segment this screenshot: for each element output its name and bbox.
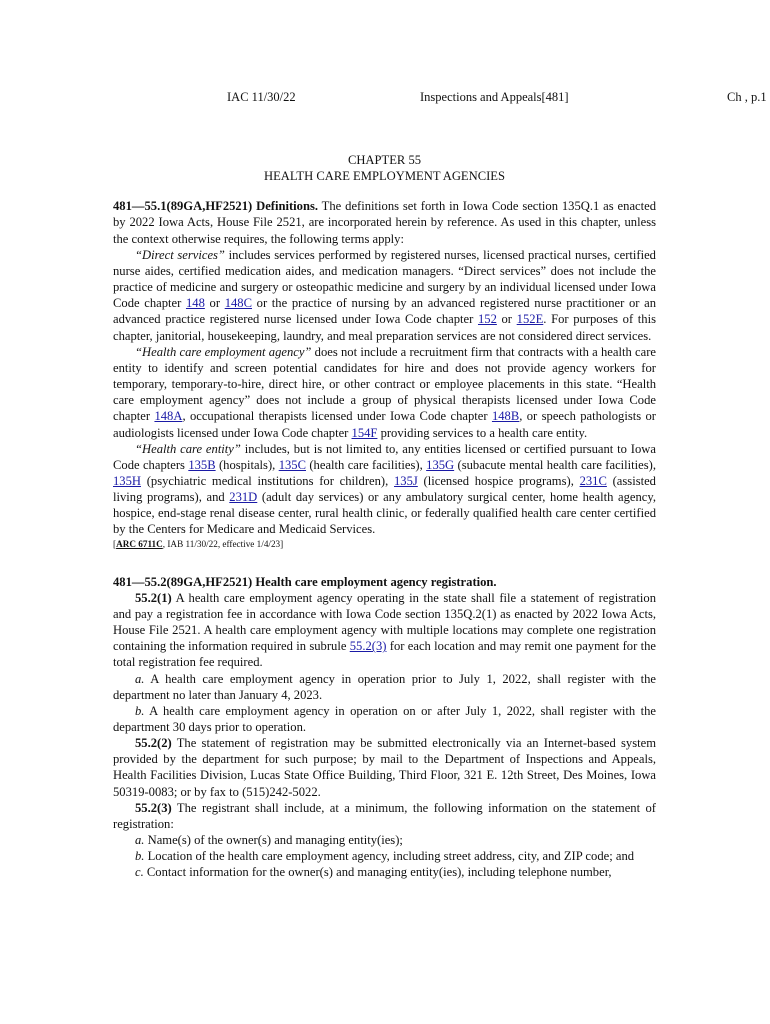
- text: (psychiatric medical institutions for children),: [141, 473, 394, 488]
- link-arc-6711c[interactable]: ARC 6711C: [116, 538, 163, 549]
- text: (licensed hospice programs),: [417, 473, 580, 488]
- link-chapter-135g[interactable]: 135G: [426, 457, 455, 472]
- term: “Health care entity”: [135, 441, 241, 456]
- text: (hospitals),: [215, 457, 279, 472]
- link-subrule-55-2-3[interactable]: 55.2(3): [349, 639, 387, 654]
- text: The registrant shall include, at a minimum, the following information on the statement of registration:: [113, 800, 656, 831]
- header-date: IAC 11/30/22: [227, 90, 296, 104]
- text: , or speech pathologists or audiologists licensed under Iowa Code chapter: [113, 409, 656, 440]
- term: “Health care employment agency”: [135, 344, 312, 359]
- paragraph-mark: b.: [135, 703, 145, 718]
- paragraph-55-2-3-a: [113, 832, 656, 848]
- rule-55-1-intro: The definitions set forth in Iowa Code section 135Q.1 as enacted by 2022 Iowa Acts, House File 2521, are incorporated herein by reference. As used in this chapter, unless the context otherwise requires, the following terms apply:: [113, 199, 657, 246]
- text: does not include a recruitment firm that contracts with a health care entity to identify and screen potential candidates for hire and does not provide agency workers for temporary, temporary-to-hire, direct hire, or other contract or employee placements in this state. “Health care employment agency” does not include a group of physical therapists licensed under Iowa Code chapter: [113, 344, 656, 424]
- text: includes, but is not limited to, any entities licensed or certified pursuant to Iowa Code chapters: [113, 441, 656, 472]
- link-chapter-135c[interactable]: 135C: [278, 457, 306, 472]
- definition-health-care-entity: [113, 441, 656, 538]
- text: , occupational therapists licensed under Iowa Code chapter: [182, 409, 492, 424]
- text: providing services to a health care entity.: [377, 425, 588, 440]
- paragraph-mark: c.: [135, 865, 144, 880]
- paragraph-mark: b.: [135, 849, 145, 864]
- rule-55-1-label: 481—55.1(89GA,HF2521) Definitions.: [113, 199, 319, 214]
- paragraph-mark: a.: [135, 833, 145, 848]
- link-chapter-152e[interactable]: 152E: [516, 312, 544, 327]
- text: . For purposes of this chapter, janitorial, housekeeping, laundry, and meal preparation services are not considered direct services.: [113, 312, 656, 343]
- link-chapter-135j[interactable]: 135J: [394, 473, 418, 488]
- link-chapter-148[interactable]: 148: [185, 296, 205, 311]
- text: or the practice of nursing by an advanced registered nurse practitioner or an advanced practice registered nurse licensed under Iowa Code chapter: [113, 296, 656, 327]
- subrule-number: 55.2(2): [135, 736, 172, 751]
- text: A health care employment agency operating in the state shall file a statement of registration and pay a registration fee in accordance with Iowa Code section 135Q.2(1) as enacted by 2022 Iowa Acts, House File 2521. A health care employment agency with multiple locations may complete one registration containing the information required in subrule: [113, 590, 656, 654]
- text: Name(s) of the owner(s) and managing entity(ies);: [144, 833, 403, 848]
- link-chapter-148c[interactable]: 148C: [224, 296, 252, 311]
- paragraph-55-2-3-b: [113, 848, 656, 864]
- text: (adult day services) or any ambulatory surgical center, home health agency, hospice, end-stage renal disease center, rural health clinic, or federally qualified health care center certified by the Centers for Medicare and Medicaid Services.: [113, 490, 656, 537]
- paragraph-55-2-3-c: [113, 864, 656, 880]
- text: for each location and may remit one payment for the total registration fee required.: [113, 639, 656, 670]
- document-body: [113, 152, 656, 881]
- paragraph-55-2-1-a: [113, 671, 656, 703]
- subrule-55-2-1: [113, 590, 656, 671]
- header-agency: Inspections and Appeals[481]: [420, 90, 569, 104]
- link-chapter-231c[interactable]: 231C: [579, 473, 607, 488]
- text: A health care employment agency in operation prior to July 1, 2022, shall register with the department no later than January 4, 2023.: [113, 671, 656, 702]
- subrule-number: 55.2(1): [135, 590, 172, 605]
- chapter-title: HEALTH CARE EMPLOYMENT AGENCIES: [263, 169, 506, 184]
- text: The statement of registration may be submitted electronically via an Internet-based system provided by the department for such purpose; by mail to the Department of Inspections and Appeals, Health Facilities Division, Lucas State Office Building, Third Floor, 321 E. 12th Street, Des Moines, Iowa 50319-0083; or by fax to (515)242-5022.: [113, 736, 656, 799]
- link-chapter-148a[interactable]: 148A: [154, 409, 183, 424]
- definition-direct-services: [113, 247, 656, 344]
- text: (assisted living programs), and: [113, 473, 656, 505]
- history-open: [: [113, 538, 117, 549]
- link-chapter-152[interactable]: 152: [477, 312, 497, 327]
- chapter-number: CHAPTER 55: [347, 153, 422, 167]
- subrule-number: 55.2(3): [135, 800, 172, 815]
- text: includes services performed by registered nurses, licensed practical nurses, certified nurse aides, certified medication aides, and medication managers. “Direct services” does not include the practice of medicine and surgery or osteopathic medicine and surgery by an individual licensed under Iowa Code chapter: [113, 247, 656, 311]
- rule-55-1: [113, 198, 656, 246]
- link-chapter-135b[interactable]: 135B: [188, 457, 216, 472]
- text: Contact information for the owner(s) and managing entity(ies), including telephone number,: [143, 865, 612, 880]
- text: or: [204, 296, 225, 311]
- text: (subacute mental health care facilities),: [454, 457, 656, 472]
- subrule-55-2-3: [113, 800, 656, 832]
- rule-55-2-title: [113, 574, 656, 590]
- text: or: [496, 312, 517, 327]
- header-page: Ch , p.1: [727, 90, 767, 104]
- text: Location of the health care employment agency, including street address, city, and ZIP code; and: [144, 849, 635, 864]
- text: A health care employment agency in operation on or after July 1, 2022, shall register with the department 30 days prior to operation.: [113, 703, 656, 734]
- definition-health-care-employment-agency: [113, 344, 656, 441]
- link-chapter-154f[interactable]: 154F: [351, 425, 378, 440]
- link-chapter-135h[interactable]: 135H: [113, 473, 141, 488]
- history-note: [113, 538, 656, 550]
- history-rest: , IAB 11/30/22, effective 1/4/23]: [162, 538, 284, 549]
- paragraph-55-2-1-b: [113, 703, 656, 735]
- subrule-55-2-2: [113, 735, 656, 800]
- term: “Direct services”: [135, 247, 225, 262]
- link-chapter-231d[interactable]: 231D: [229, 490, 258, 505]
- rule-55-2-label: 481—55.2(89GA,HF2521) Health care employment agency registration.: [113, 574, 497, 589]
- text: (health care facilities),: [305, 457, 427, 472]
- paragraph-mark: a.: [135, 671, 145, 686]
- link-chapter-148b[interactable]: 148B: [491, 409, 520, 424]
